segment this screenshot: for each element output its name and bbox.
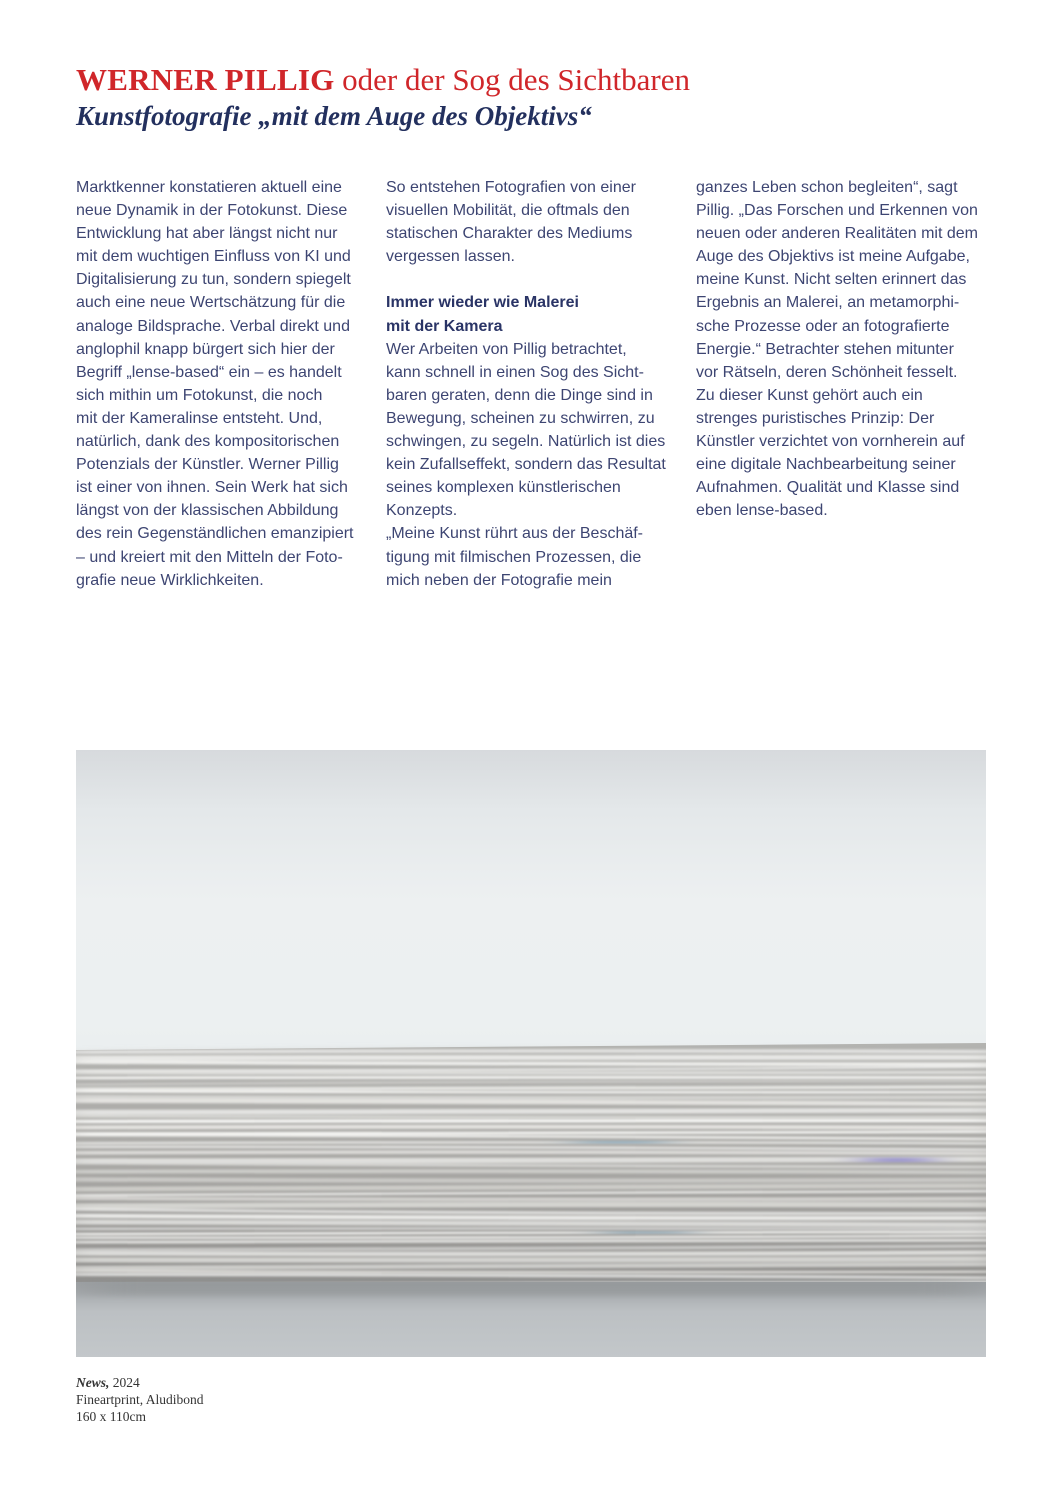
sheet-color-accent xyxy=(599,1232,695,1234)
paragraph-gap xyxy=(386,268,686,291)
sheet-color-accent xyxy=(572,1141,669,1143)
text-line: neue Dynamik in der Fotokunst. Diese xyxy=(76,202,348,220)
text-line: vor Rätseln, deren Schönheit fesselt. xyxy=(696,363,958,381)
text-line: Zu dieser Kunst gehört auch ein xyxy=(696,386,923,404)
text-line: Marktkenner konstatieren aktuell eine xyxy=(76,179,342,196)
text-line: schwingen, zu segeln. Natürlich ist dies xyxy=(386,433,666,451)
text-line: seines komplexen künstlerischen xyxy=(386,479,621,497)
text-line: baren geraten, denn die Dinge sind in xyxy=(386,386,653,404)
text-line: kann schnell in einen Sog des Sicht- xyxy=(386,363,644,381)
text-line: – und kreiert mit den Mitteln der Foto- xyxy=(76,548,343,566)
text-column-1 xyxy=(76,176,376,592)
caption-title: News, xyxy=(76,1375,110,1390)
text-line: Konzepts. xyxy=(386,502,458,520)
article-subtitle: Kunstfotografie „mit dem Auge des Objektivs“ xyxy=(76,101,592,131)
text-line: kein Zufallseffekt, sondern das Resultat xyxy=(386,456,666,474)
text-line: sche Prozesse oder an fotografierte xyxy=(696,317,950,335)
text-line: sich mithin um Fotokunst, die noch xyxy=(76,386,323,404)
artwork-photo xyxy=(76,750,986,1357)
text-line: Begriff „lense-based“ ein – es handelt xyxy=(76,363,342,381)
text-line: meine Kunst. Nicht selten erinnert das xyxy=(696,271,967,289)
text-line: Digitalisierung zu tun, sondern spiegelt xyxy=(76,271,351,289)
text-column-3 xyxy=(696,176,996,522)
subheading-line: Immer wieder wie Malerei xyxy=(386,294,579,312)
text-line: mit dem wuchtigen Einfluss von KI und xyxy=(76,248,351,266)
subheading-line: mit der Kamera xyxy=(386,317,503,335)
text-line: natürlich, dank des kompositorischen xyxy=(76,433,340,451)
artwork-caption xyxy=(76,1374,376,1425)
text-line: „Meine Kunst rührt aus der Beschäf- xyxy=(386,525,644,543)
text-line: Energie.“ Betrachter stehen mitunter xyxy=(696,340,954,358)
text-line: visuellen Mobilität, die oftmals den xyxy=(386,202,630,220)
text-line: grafie neue Wirklichkeiten. xyxy=(76,571,264,589)
text-line: Potenzials der Künstler. Werner Pillig xyxy=(76,456,339,474)
text-line: neuen oder anderen Realitäten mit dem xyxy=(696,225,978,243)
text-column-2 xyxy=(386,176,686,592)
caption-medium: Fineartprint, Aludibond xyxy=(76,1392,204,1407)
text-line: Künstler verzichtet von vornherein auf xyxy=(696,433,965,451)
text-line: Entwicklung hat aber längst nicht nur xyxy=(76,225,338,243)
text-line: längst von der klassischen Abbildung xyxy=(76,502,339,520)
text-line: des rein Gegenständlichen emanzipiert xyxy=(76,525,354,543)
text-line: Auge des Objektivs ist meine Aufgabe, xyxy=(696,248,970,266)
text-line: statischen Charakter des Mediums xyxy=(386,225,633,243)
sheet-color-accent xyxy=(861,1158,934,1163)
text-line: ist einer von ihnen. Sein Werk hat sich xyxy=(76,479,348,497)
text-line: Pillig. „Das Forschen und Erkennen von xyxy=(696,202,978,220)
caption-year: 2024 xyxy=(109,1375,140,1390)
text-line: anglophil knapp bürgert sich hier der xyxy=(76,340,335,358)
text-line: analoge Bildsprache. Verbal direkt und xyxy=(76,317,350,335)
text-line: ganzes Leben schon begleiten“, sagt xyxy=(696,179,958,196)
artist-name: WERNER PILLIG xyxy=(76,62,335,97)
text-line: Bewegung, scheinen zu schwirren, zu xyxy=(386,409,655,427)
text-line: Wer Arbeiten von Pillig betrachtet, xyxy=(386,340,627,358)
text-line: vergessen lassen. xyxy=(386,248,515,266)
title-rest: oder der Sog des Sichtbaren xyxy=(334,62,690,97)
article-title xyxy=(76,62,996,98)
text-line: Aufnahmen. Qualität und Klasse sind xyxy=(696,479,960,497)
text-line: eben lense-based. xyxy=(696,502,828,520)
text-line: Ergebnis an Malerei, an metamorphi- xyxy=(696,294,960,312)
paper-sheet xyxy=(76,1055,986,1061)
text-line: tigung mit filmischen Prozessen, die xyxy=(386,548,642,566)
text-line: strenges puristisches Prinzip: Der xyxy=(696,409,935,427)
newspaper-stack-image xyxy=(76,750,986,1357)
text-line: eine digitale Nachbearbeitung seiner xyxy=(696,456,956,474)
caption-title-line xyxy=(76,1374,376,1391)
text-line: So entstehen Fotografien von einer xyxy=(386,179,636,196)
text-line: auch eine neue Wertschätzung für die xyxy=(76,294,346,312)
text-line: mich neben der Fotografie mein xyxy=(386,571,612,589)
caption-size: 160 x 110cm xyxy=(76,1409,146,1424)
text-line: mit der Kameralinse entsteht. Und, xyxy=(76,409,323,427)
